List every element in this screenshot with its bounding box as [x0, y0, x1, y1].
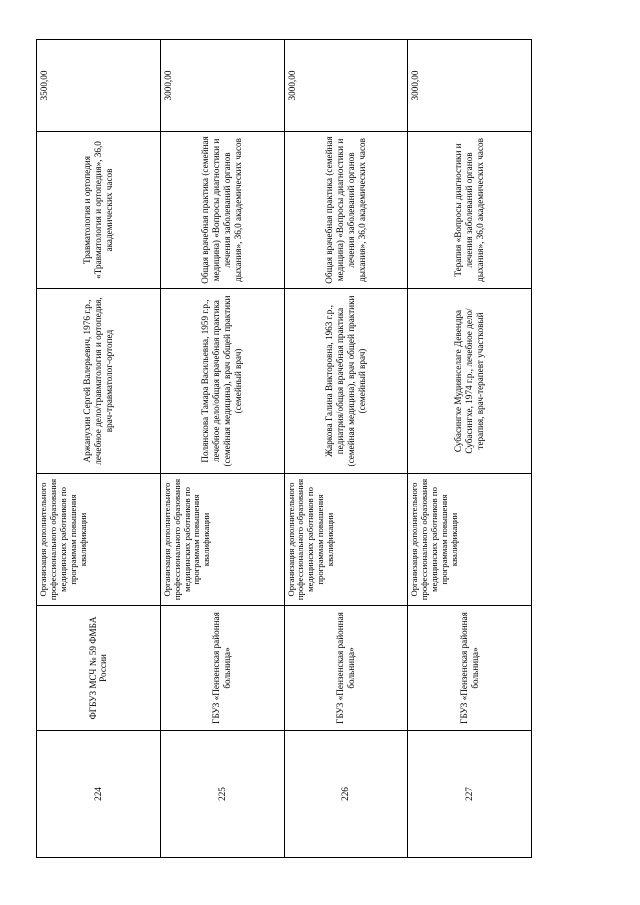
- row-number: 225: [160, 731, 284, 858]
- person-cell: Субасингхе Мудиянселаге Девендра Субасингхе, 1974 г.р., лечебное дело/терапия, врач-терапевт участковый: [408, 289, 532, 474]
- price-cell: 3000,00: [284, 40, 408, 132]
- activity-cell: Организация дополнительного профессионального образования медицинских работников по программам повышения квалификации: [160, 474, 284, 606]
- table-row: [408, 40, 532, 858]
- organization-cell: ГБУЗ «Пензенская районная больница»: [160, 606, 284, 731]
- program-cell: Общая врачебная практика (семейная медицина) «Вопросы диагностики и лечения заболеваний органов дыхания», 36,0 академических часов: [284, 132, 408, 289]
- price-cell: 3500,00: [37, 40, 161, 132]
- price-cell: 3000,00: [160, 40, 284, 132]
- table-row: [160, 40, 284, 858]
- row-number: 226: [284, 731, 408, 858]
- row-number: 224: [37, 731, 161, 858]
- activity-cell: Организация дополнительного профессионального образования медицинских работников по программам повышения квалификации: [37, 474, 161, 606]
- program-cell: Терапия «Вопросы диагностики и лечения заболеваний органов дыхания», 36,0 академических часов: [408, 132, 532, 289]
- organization-cell: ГБУЗ «Пензенская районная больница»: [408, 606, 532, 731]
- program-cell: Общая врачебная практика (семейная медицина) «Вопросы диагностики и лечения заболеваний органов дыхания», 36,0 академических часов: [160, 132, 284, 289]
- table-row: [37, 40, 161, 858]
- person-cell: Жаркова Галина Викторовна, 1963 г.р., педиатрия/общая врачебная практика (семейная медицина), врач общей практики (семейный врач): [284, 289, 408, 474]
- activity-cell: Организация дополнительного профессионального образования медицинских работников по программам повышения квалификации: [284, 474, 408, 606]
- registry-table: [36, 39, 532, 858]
- person-cell: Полянскова Тамара Васильевна, 1959 г.р., лечебное дело/общая врачебная практика (семейная медицина), врач общей практики (семейный врач): [160, 289, 284, 474]
- person-cell: Аржанухин Сергей Валерьевич, 1976 г.р., лечебное дело/травматология и ортопедия, врач-травматолог-ортопед: [37, 289, 161, 474]
- price-cell: 3000,00: [408, 40, 532, 132]
- row-number: 227: [408, 731, 532, 858]
- rotated-table-container: [36, 40, 532, 858]
- organization-cell: ГБУЗ «Пензенская районная больница»: [284, 606, 408, 731]
- organization-cell: ФГБУЗ МСЧ № 59 ФМБА России: [37, 606, 161, 731]
- activity-cell: Организация дополнительного профессионального образования медицинских работников по программам повышения квалификации: [408, 474, 532, 606]
- table-row: [284, 40, 408, 858]
- program-cell: Травматология и ортопедия «Травматология и ортопедия», 36,0 академических часов: [37, 132, 161, 289]
